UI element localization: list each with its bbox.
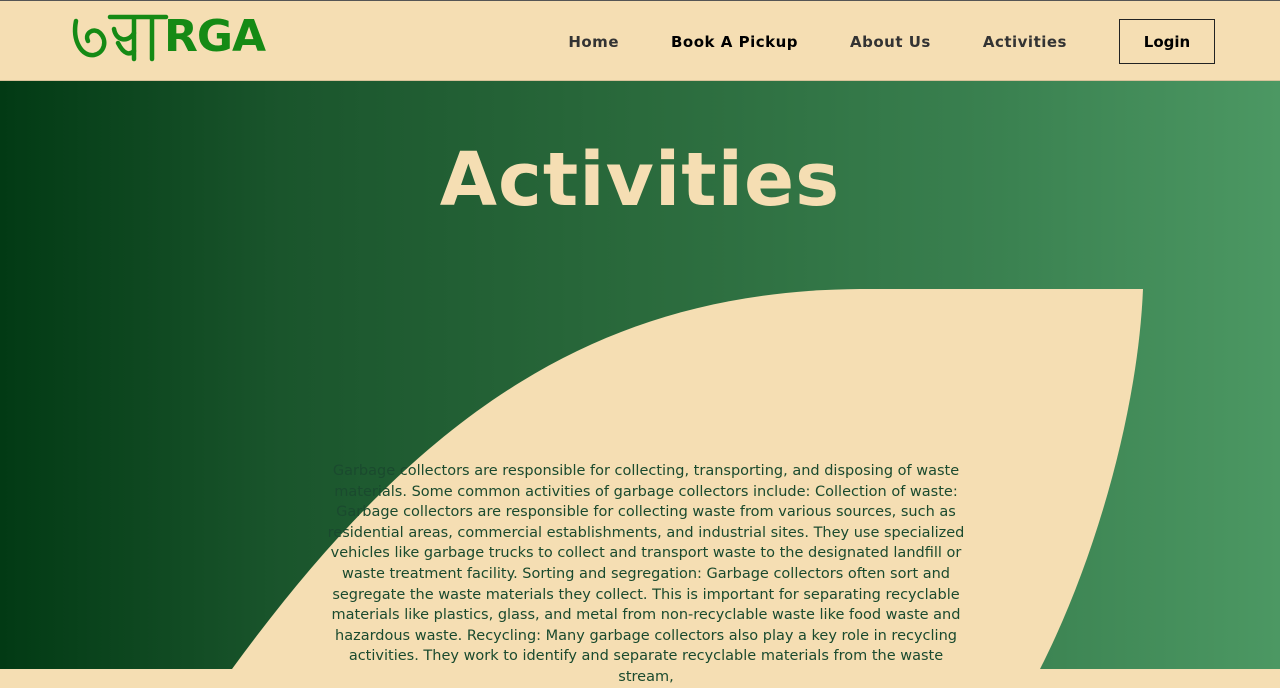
login-button[interactable]: Login (1119, 19, 1215, 64)
nav-links (568, 1, 1215, 82)
activities-description: Garbage collectors are responsible for collecting, transporting, and disposing of waste materials. Some common activities of garbage collectors include: Collection of waste: Garbage collectors are responsible for collecting waste from various sources, such as residential areas, commercial establishments, and industrial sites. They use specialized vehicles like garbage trucks to collect and transport waste to the designated landfill or waste treatment facility. Sorting and segregation: Garbage collectors often sort and segregate the waste materials they collect. This is important for separating recyclable materials like plastics, glass, and metal from non-recyclable waste like food waste and hazardous waste. Recycling: Many garbage collectors also play a key role in recycling activities. They work to identify and separate recyclable materials from the waste stream, (327, 463, 965, 685)
nav-about-link[interactable]: About Us (850, 32, 931, 51)
logo-icon (70, 11, 166, 63)
nav-activities-link[interactable]: Activities (982, 32, 1067, 51)
logo[interactable] (70, 9, 265, 65)
navbar (0, 0, 1280, 81)
hero-section (0, 81, 1280, 685)
nav-home-link[interactable]: Home (568, 32, 619, 51)
page-title: Activities (439, 137, 841, 223)
logo-text: RGA (164, 11, 266, 62)
nav-book-pickup-link[interactable]: Book A Pickup (671, 32, 798, 51)
